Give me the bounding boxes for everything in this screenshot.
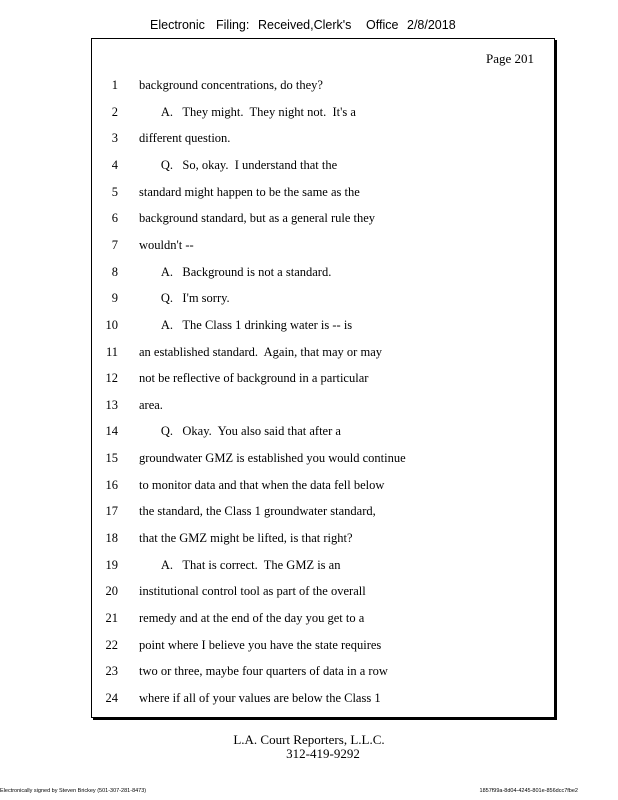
transcript-line — [92, 235, 552, 255]
line-text: remedy and at the end of the day you get to a — [139, 611, 365, 625]
line-text: that the GMZ might be lifted, is that right? — [139, 531, 353, 546]
line-number: 11 — [105, 344, 118, 359]
line-text: A. That is correct. The GMZ is an — [139, 557, 341, 572]
transcript-line — [92, 75, 552, 95]
line-number: 10 — [105, 317, 118, 332]
transcript-line — [92, 368, 552, 388]
line-text: different question. — [139, 131, 231, 146]
line-number: 20 — [105, 584, 118, 599]
transcript-line — [92, 555, 552, 575]
line-text: A. Background is not a standard. — [139, 264, 332, 279]
line-text: point where I believe you have the state requires — [139, 637, 382, 652]
transcript-line — [92, 288, 552, 308]
transcript-line — [92, 448, 552, 468]
transcript-line — [92, 155, 552, 175]
transcript-page — [91, 38, 555, 718]
transcript-line — [92, 661, 552, 681]
transcript-line — [92, 688, 552, 708]
transcript-line — [92, 102, 552, 122]
line-text: Q. I'm sorry. — [139, 291, 230, 306]
line-text: to monitor data and that when the data fell below — [139, 477, 385, 492]
transcript-line — [92, 475, 552, 495]
line-number: 1 — [111, 78, 118, 92]
header-date: 2/8/2018 — [407, 18, 456, 32]
line-number: 18 — [105, 531, 118, 546]
filing-header — [0, 18, 618, 38]
line-number: 5 — [111, 184, 118, 199]
line-text: an established standard. Again, that may or may — [139, 344, 382, 359]
line-number: 21 — [105, 611, 118, 625]
transcript-line — [92, 128, 552, 148]
line-number: 14 — [105, 424, 118, 439]
line-number: 4 — [111, 157, 118, 172]
transcript-line — [92, 208, 552, 228]
line-number: 6 — [111, 211, 118, 226]
footer-reporter: L.A. Court Reporters, L.L.C. — [233, 732, 385, 747]
line-text: the standard, the Class 1 groundwater standard, — [139, 504, 376, 519]
transcript-line — [92, 501, 552, 521]
line-number: 16 — [105, 477, 118, 492]
line-text: institutional control tool as part of the overall — [139, 584, 366, 599]
line-number: 2 — [111, 104, 118, 119]
line-text: not be reflective of background in a particular — [139, 371, 369, 386]
line-text: background concentrations, do they? — [139, 78, 323, 92]
header-electronic: Electronic — [150, 18, 205, 32]
transcript-line — [92, 581, 552, 601]
transcript-line — [92, 342, 552, 362]
line-number: 24 — [105, 690, 118, 705]
line-number: 8 — [111, 264, 118, 279]
line-text: A. They might. They night not. It's a — [139, 104, 356, 119]
line-text: Q. So, okay. I understand that the — [139, 157, 338, 172]
line-text: two or three, maybe four quarters of data in a row — [139, 664, 388, 679]
line-number: 19 — [105, 557, 118, 572]
line-number: 7 — [111, 237, 118, 252]
line-number: 22 — [105, 637, 118, 652]
line-text: where if all of your values are below the Class 1 — [139, 690, 381, 705]
header-office: Office — [366, 18, 399, 32]
transcript-line — [92, 395, 552, 415]
transcript-line — [92, 635, 552, 655]
transcript-line — [92, 182, 552, 202]
transcript-line — [92, 262, 552, 282]
line-text: standard might happen to be the same as the — [139, 184, 360, 199]
page-number: Page 201 — [485, 51, 534, 66]
transcript-line — [92, 315, 552, 335]
header-received: Received,Clerk's — [258, 18, 352, 32]
line-number: 12 — [105, 371, 118, 386]
line-text: wouldn't -- — [139, 237, 194, 252]
line-text: groundwater GMZ is established you would continue — [139, 451, 406, 466]
transcript-line — [92, 421, 552, 441]
line-number: 9 — [111, 291, 118, 306]
line-number: 15 — [105, 451, 118, 466]
line-number: 13 — [105, 397, 118, 412]
header-filing: Filing: — [216, 18, 250, 32]
line-text: area. — [139, 397, 163, 412]
line-number: 23 — [105, 664, 118, 679]
line-text: A. The Class 1 drinking water is -- is — [139, 317, 353, 332]
transcript-line — [92, 608, 552, 628]
line-number: 3 — [111, 131, 118, 146]
line-text: background standard, but as a general rule they — [139, 211, 376, 226]
transcript-line — [92, 528, 552, 548]
line-number: 17 — [105, 504, 118, 519]
footer-phone: 312-419-9292 — [286, 746, 360, 761]
line-text: Q. Okay. You also said that after a — [139, 424, 341, 439]
electronic-signature: Electronically signed by Steven Brickey (501-307-281-8473) — [0, 788, 147, 794]
document-hash: 1857f99a-8d04-4245-801e-856dcc7fbe2 — [479, 788, 578, 794]
